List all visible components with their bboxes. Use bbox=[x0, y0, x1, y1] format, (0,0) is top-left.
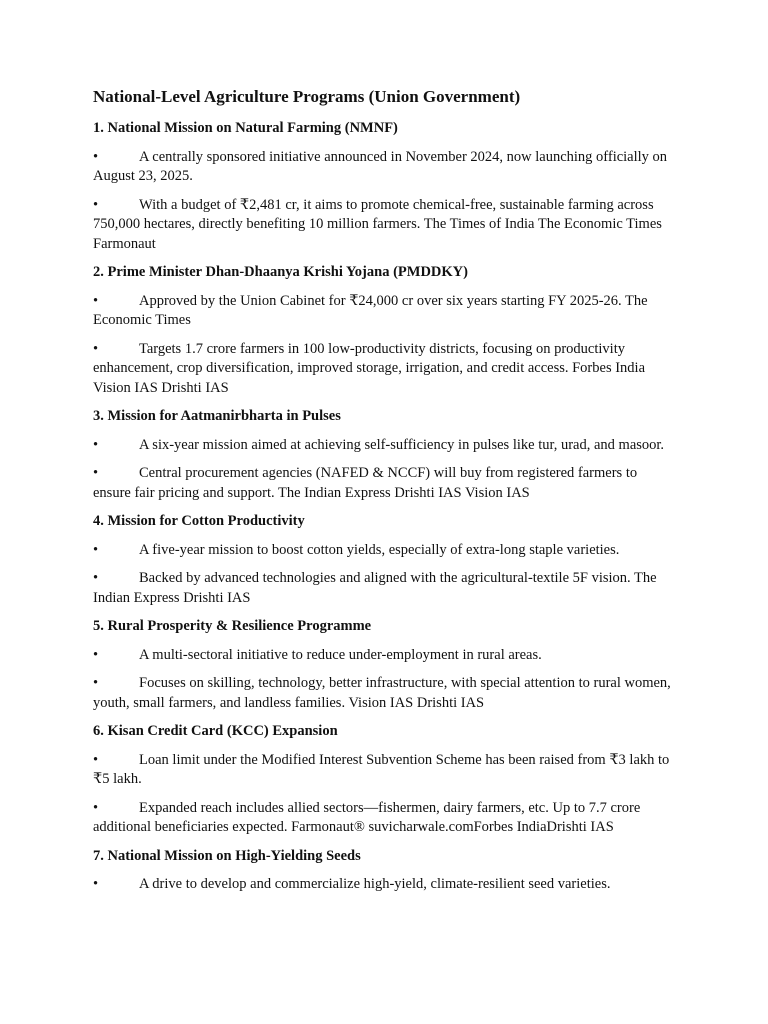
bullet-item bbox=[93, 196, 678, 255]
bullet-item bbox=[93, 674, 678, 713]
bullet-icon: • bbox=[93, 541, 99, 558]
bullet-text: Backed by advanced technologies and aligned with the agricultural-textile 5F vision. The Indian Express Drishti IAS bbox=[93, 570, 657, 606]
section-heading: 5. Rural Prosperity & Resilience Programme bbox=[93, 618, 372, 634]
section bbox=[93, 722, 678, 838]
sections-container bbox=[93, 119, 678, 895]
bullet-item bbox=[93, 569, 678, 608]
section bbox=[93, 263, 678, 398]
bullet-text: Loan limit under the Modified Interest Subvention Scheme has been raised from ₹3 lakh to ₹5 lakh. bbox=[93, 751, 670, 787]
bullet-icon: • bbox=[93, 292, 99, 309]
bullet-text: Targets 1.7 crore farmers in 100 low-productivity districts, focusing on productivity enhancement, crop diversification, improved storage, irrigation, and credit access. Forbes India Vision IAS Drishti IAS bbox=[93, 340, 646, 396]
section-heading: 1. National Mission on Natural Farming (NMNF) bbox=[93, 120, 398, 136]
bullet-item bbox=[93, 875, 678, 895]
bullet-item bbox=[93, 799, 678, 838]
bullet-item bbox=[93, 464, 678, 503]
bullet-icon: • bbox=[93, 799, 99, 816]
document-title: National-Level Agriculture Programs (Union Government) bbox=[93, 87, 521, 106]
bullet-icon: • bbox=[93, 340, 99, 357]
bullet-item bbox=[93, 541, 678, 561]
bullet-text: Central procurement agencies (NAFED & NCCF) will buy from registered farmers to ensure fair pricing and support. The Indian Express Drishti IAS Vision IAS bbox=[93, 465, 638, 501]
section bbox=[93, 847, 678, 895]
bullet-item bbox=[93, 646, 678, 666]
bullet-item bbox=[93, 292, 678, 331]
bullet-item bbox=[93, 436, 678, 456]
section-heading: 3. Mission for Aatmanirbharta in Pulses bbox=[93, 408, 341, 424]
bullet-item bbox=[93, 340, 678, 399]
bullet-icon: • bbox=[93, 751, 99, 768]
bullet-icon: • bbox=[93, 436, 99, 453]
bullet-text: A multi-sectoral initiative to reduce under-employment in rural areas. bbox=[139, 646, 542, 663]
section-heading: 7. National Mission on High-Yielding Seeds bbox=[93, 847, 361, 864]
bullet-text: Focuses on skilling, technology, better infrastructure, with special attention to rural women, youth, small farmers, and landless families. Vision IAS Drishti IAS bbox=[93, 675, 671, 711]
bullet-icon: • bbox=[93, 646, 99, 663]
bullet-text: Approved by the Union Cabinet for ₹24,000 cr over six years starting FY 2025-26. The Economic Times bbox=[93, 292, 648, 328]
bullet-text: A drive to develop and commercialize high-yield, climate-resilient seed varieties. bbox=[139, 876, 611, 892]
section-heading: 6. Kisan Credit Card (KCC) Expansion bbox=[93, 723, 338, 739]
bullet-text: A six-year mission aimed at achieving self-sufficiency in pulses like tur, urad, and masoor. bbox=[139, 436, 665, 453]
bullet-icon: • bbox=[93, 196, 99, 213]
section bbox=[93, 512, 678, 608]
document-page bbox=[93, 86, 678, 904]
bullet-text: With a budget of ₹2,481 cr, it aims to promote chemical-free, sustainable farming across 750,000 hectares, directly benefiting 10 million farmers. The Times of India The Economic Times Farmonaut bbox=[93, 196, 662, 252]
bullet-item bbox=[93, 751, 678, 790]
bullet-item bbox=[93, 148, 678, 187]
section-heading: 4. Mission for Cotton Productivity bbox=[93, 513, 305, 529]
section bbox=[93, 119, 678, 254]
section bbox=[93, 407, 678, 503]
bullet-icon: • bbox=[93, 675, 99, 691]
bullet-text: A five-year mission to boost cotton yields, especially of extra-long staple varieties. bbox=[139, 541, 620, 558]
bullet-icon: • bbox=[93, 876, 99, 892]
bullet-icon: • bbox=[93, 570, 99, 586]
bullet-text: A centrally sponsored initiative announced in November 2024, now launching officially on August 23, 2025. bbox=[93, 148, 668, 184]
bullet-icon: • bbox=[93, 148, 99, 165]
section-heading: 2. Prime Minister Dhan-Dhaanya Krishi Yojana (PMDDKY) bbox=[93, 264, 468, 280]
bullet-icon: • bbox=[93, 465, 99, 481]
section bbox=[93, 617, 678, 713]
bullet-text: Expanded reach includes allied sectors—fishermen, dairy farmers, etc. Up to 7.7 crore additional beneficiaries expected. Farmonaut® suvicharwale.comForbes IndiaDrishti IAS bbox=[93, 799, 641, 835]
